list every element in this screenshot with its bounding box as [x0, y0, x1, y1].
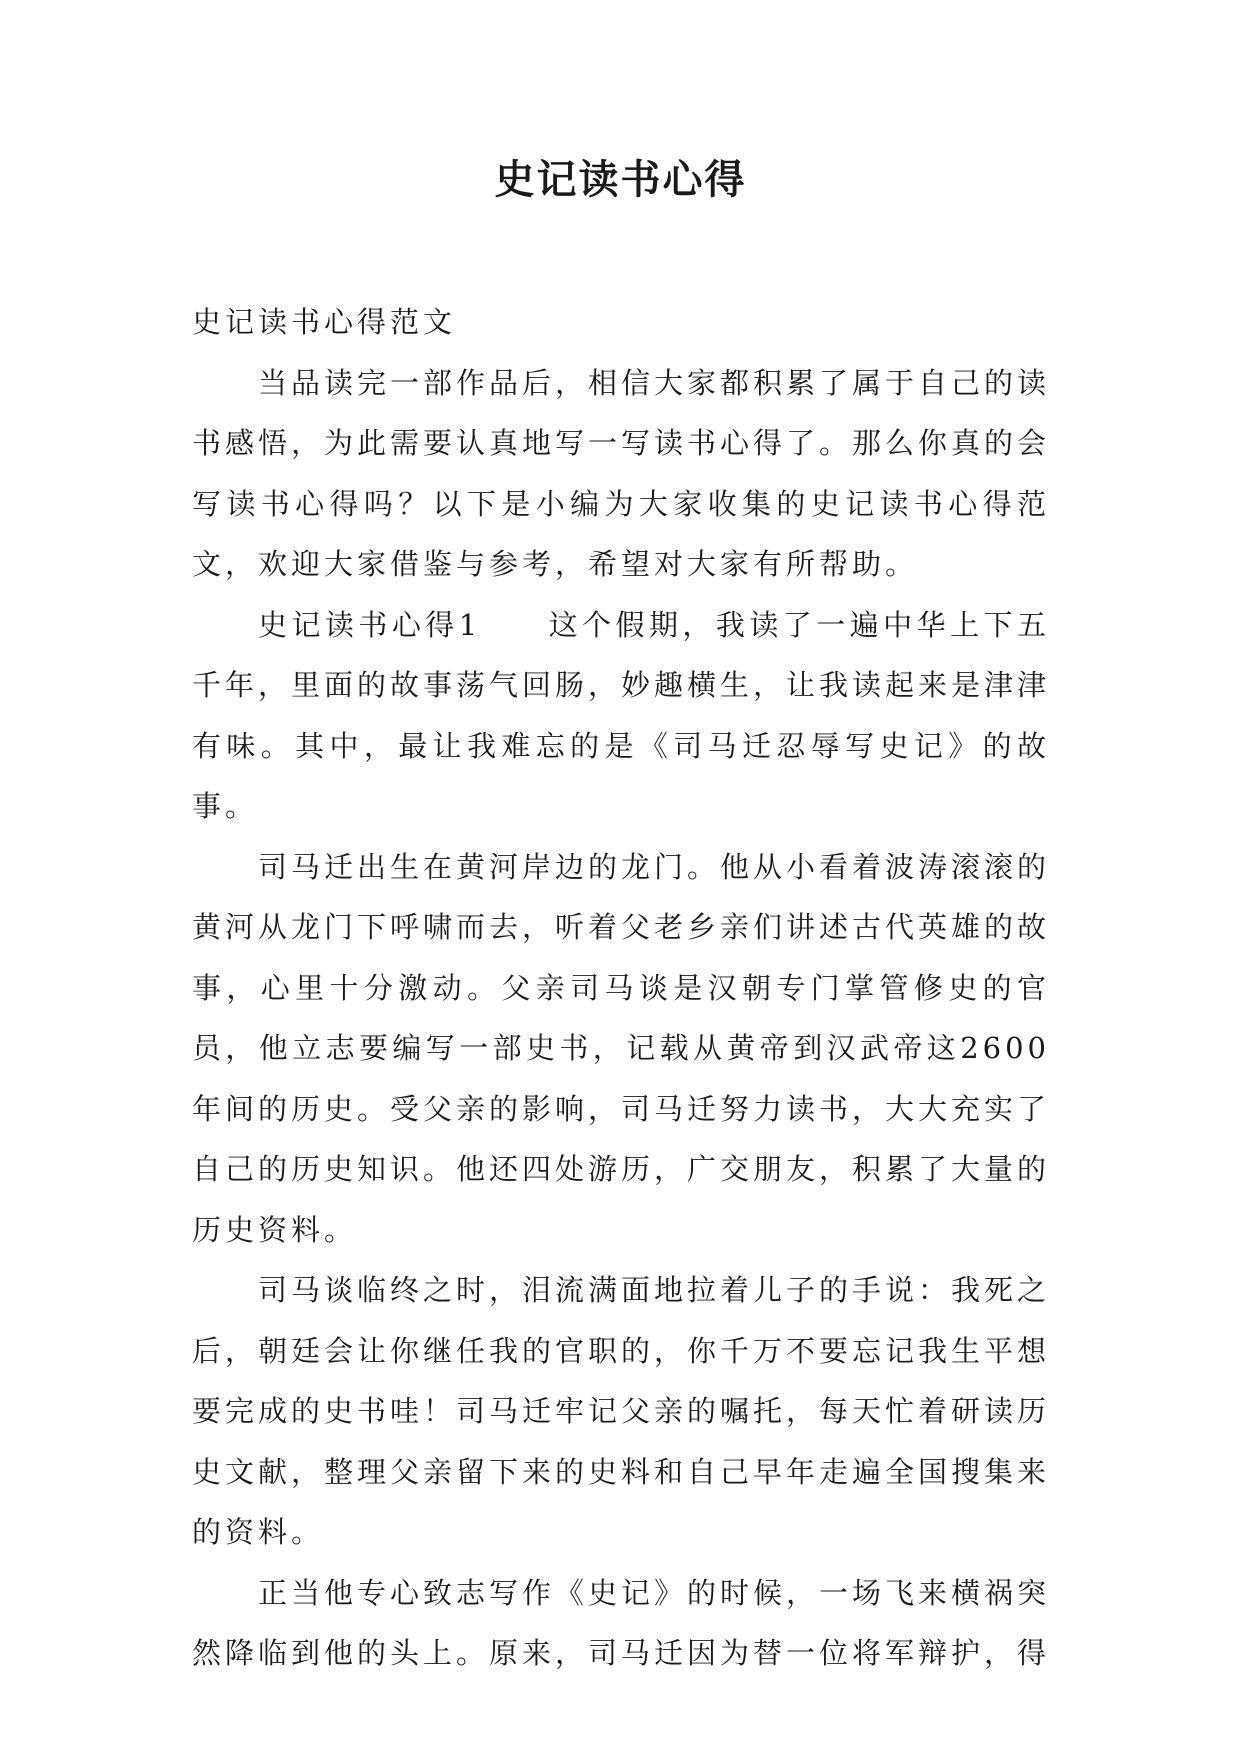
paragraph-3: 司马谈临终之时，泪流满面地拉着儿子的手说：我死之后，朝廷会让你继任我的官职的，你千万不要忘记我生平想要完成的史书哇！司马迁牢记父亲的嘱托，每天忙着研读历史文献，整理父亲留下来的史料和自己早年走遍全国搜集来的资料。 — [192, 1273, 1051, 1549]
document-body — [192, 292, 1050, 1684]
paragraph-1: 史记读书心得1 这个假期，我读了一遍中华上下五千年，里面的故事荡气回肠，妙趣横生，让我读起来是津津有味。其中，最让我难忘的是《司马迁忍辱写史记》的故事。 — [192, 607, 1051, 823]
document-subtitle: 史记读书心得范文 — [192, 305, 457, 339]
paragraph-intro: 当品读完一部作品后，相信大家都积累了属于自己的读书感悟，为此需要认真地写一写读书心得了。那么你真的会写读书心得吗？以下是小编为大家收集的史记读书心得范文，欢迎大家借鉴与参考，希望对大家有所帮助。 — [192, 365, 1051, 581]
document-title: 史记读书心得 — [494, 156, 747, 203]
paragraph-4: 正当他专心致志写作《史记》的时候，一场飞来横祸突然降临到他的头上。原来，司马迁因为替一位将军辩护，得 — [192, 1575, 1051, 1670]
paragraph-2: 司马迁出生在黄河岸边的龙门。他从小看着波涛滚滚的黄河从龙门下呼啸而去，听着父老乡亲们讲述古代英雄的故事，心里十分激动。父亲司马谈是汉朝专门掌管修史的官员，他立志要编写一部史书，记载从黄帝到汉武帝这2600年间的历史。受父亲的影响，司马迁努力读书，大大充实了自己的历史知识。他还四处游历，广交朋友，积累了大量的历史资料。 — [192, 849, 1051, 1247]
